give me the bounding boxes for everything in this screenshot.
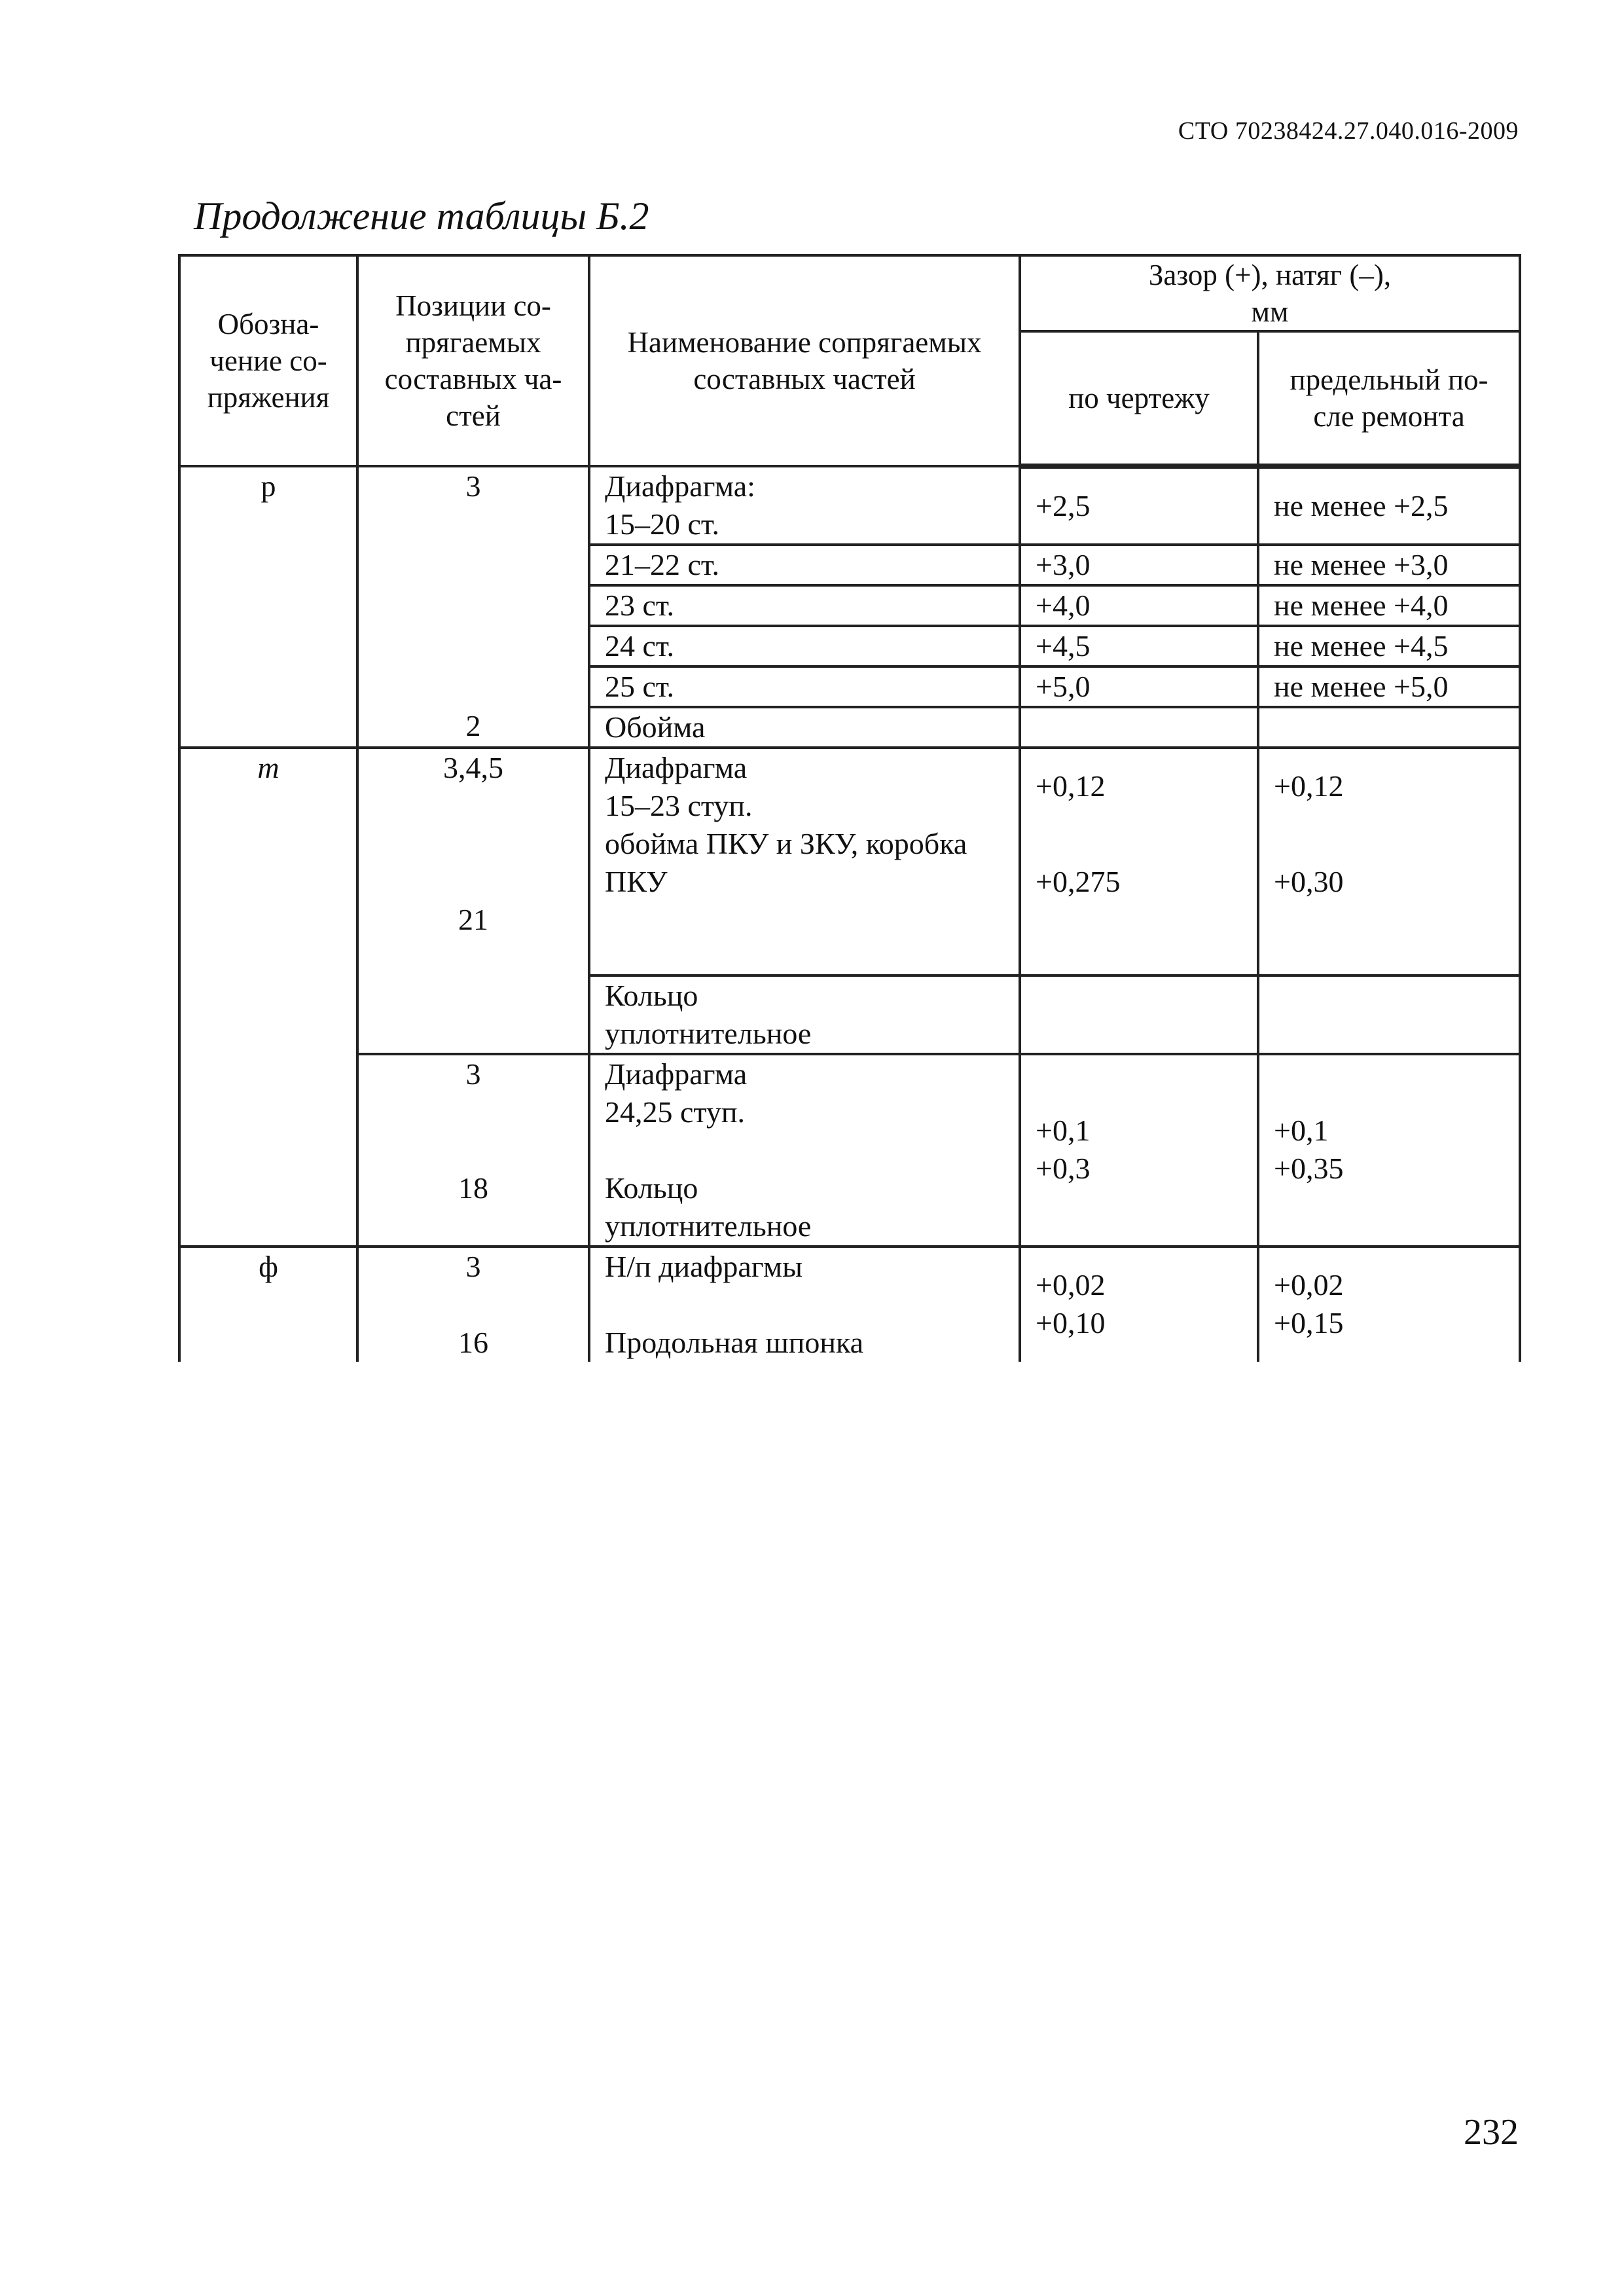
part-name-cell: 24 ст. <box>589 626 1020 666</box>
drawing-value-cell: +0,12 +0,275 <box>1020 748 1258 975</box>
table-title: Продолжение таблицы Б.2 <box>194 194 649 238</box>
limit-value-cell: не менее +4,5 <box>1258 626 1520 666</box>
part-name-cell: Кольцо уплотнительное <box>589 975 1020 1054</box>
position-cell: 3 18 <box>357 1054 589 1247</box>
drawing-value-cell: +5,0 <box>1020 666 1258 707</box>
designation-cell: ф <box>179 1247 357 1362</box>
part-name-cell: 25 ст. <box>589 666 1020 707</box>
position-cell: 3 16 <box>357 1247 589 1362</box>
clearance-table <box>178 254 1521 1362</box>
limit-value-cell: не менее +3,0 <box>1258 545 1520 585</box>
drawing-value-cell: +2,5 <box>1020 466 1258 545</box>
header-part-names: Наименование сопрягаемых составных частей <box>589 255 1020 466</box>
drawing-value-cell: +0,1 +0,3 <box>1020 1054 1258 1247</box>
drawing-value-cell: +4,0 <box>1020 585 1258 626</box>
part-name-cell: Н/п диафрагмы Продольная шпонка <box>589 1247 1020 1362</box>
page-number: 232 <box>1464 2112 1519 2153</box>
limit-value-cell: не менее +4,0 <box>1258 585 1520 626</box>
limit-value-cell <box>1258 707 1520 748</box>
limit-value-cell <box>1258 975 1520 1054</box>
limit-value-cell: +0,12 +0,30 <box>1258 748 1520 975</box>
drawing-value-cell <box>1020 975 1258 1054</box>
document-code: СТО 70238424.27.040.016-2009 <box>1178 117 1519 145</box>
drawing-value-cell <box>1020 707 1258 748</box>
position-cell: 2 <box>357 707 589 748</box>
header-limit-after-repair: предельный по- сле ремонта <box>1258 331 1520 466</box>
part-name-cell: 23 ст. <box>589 585 1020 626</box>
drawing-value-cell: +3,0 <box>1020 545 1258 585</box>
header-designation: Обозна- чение со- пряжения <box>179 255 357 466</box>
part-name-cell: 21–22 ст. <box>589 545 1020 585</box>
header-positions: Позиции со- прягаемых составных ча- стей <box>357 255 589 466</box>
part-name-cell: Диафрагма 24,25 ступ. Кольцо уплотнительное <box>589 1054 1020 1247</box>
drawing-value-cell: +4,5 <box>1020 626 1258 666</box>
header-by-drawing: по чертежу <box>1020 331 1258 466</box>
part-name-cell: Диафрагма: 15–20 ст. <box>589 466 1020 545</box>
limit-value-cell: не менее +5,0 <box>1258 666 1520 707</box>
position-cell: 3 <box>357 466 589 707</box>
part-name-cell: Диафрагма 15–23 ступ. обойма ПКУ и ЗКУ, коробка ПКУ <box>589 748 1020 975</box>
designation-cell: m <box>179 748 357 1247</box>
designation-cell: р <box>179 466 357 748</box>
header-gap-group: Зазор (+), натяг (–), мм <box>1020 255 1520 331</box>
limit-value-cell: не менее +2,5 <box>1258 466 1520 545</box>
limit-value-cell: +0,02 +0,15 <box>1258 1247 1520 1362</box>
drawing-value-cell: +0,02 +0,10 <box>1020 1247 1258 1362</box>
part-name-cell: Обойма <box>589 707 1020 748</box>
limit-value-cell: +0,1 +0,35 <box>1258 1054 1520 1247</box>
position-cell: 3,4,5 21 <box>357 748 589 1054</box>
